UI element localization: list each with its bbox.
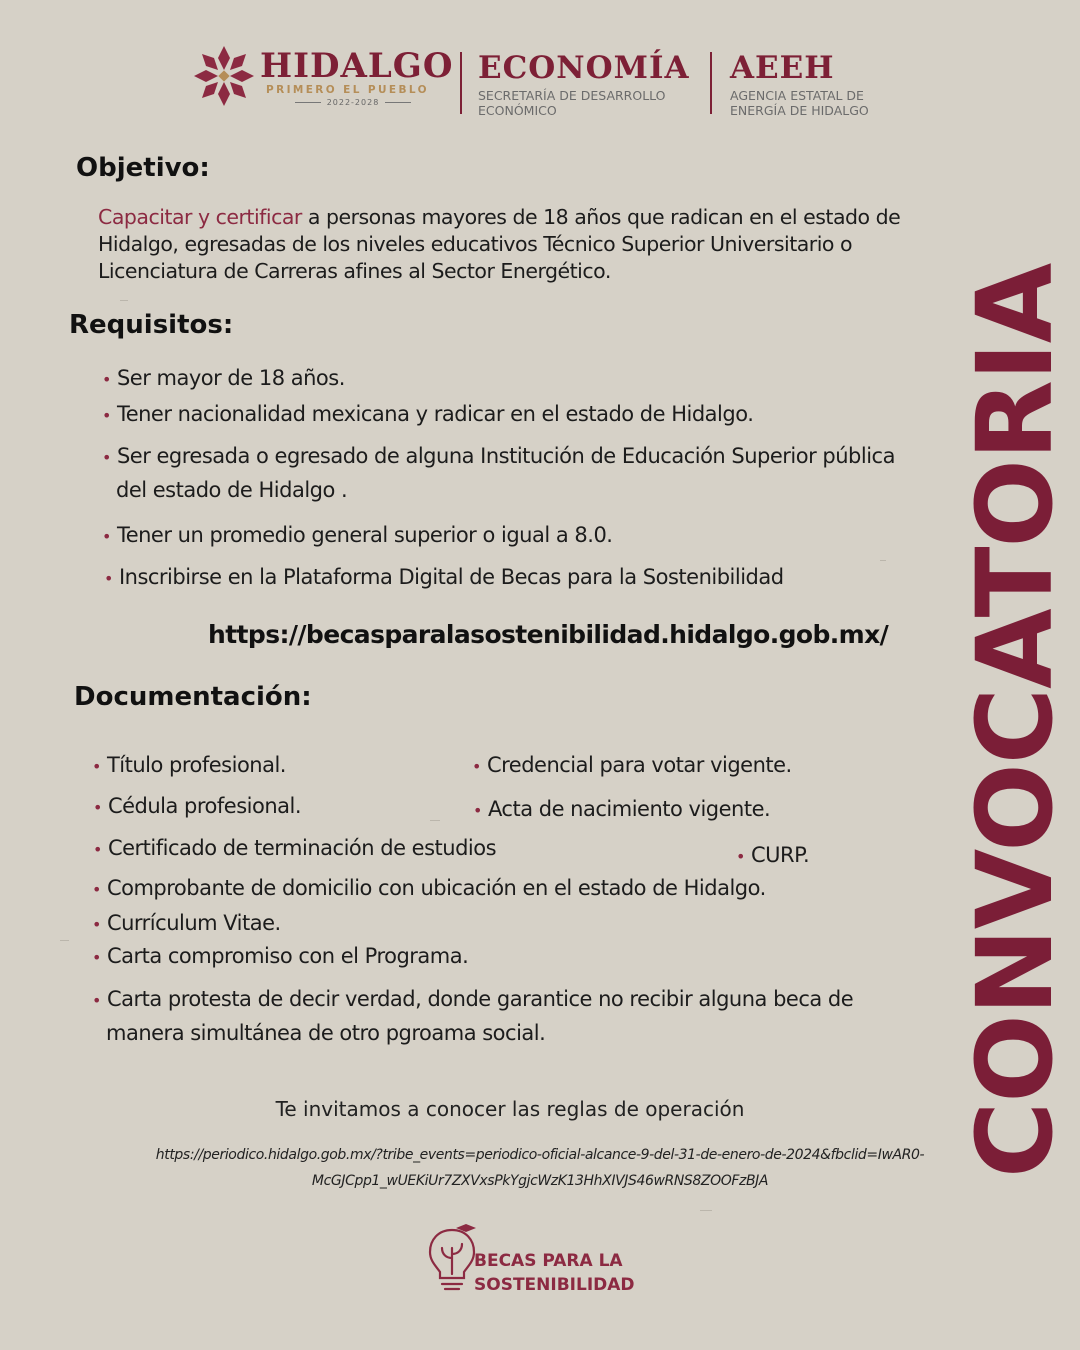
bullet-icon: • [473, 801, 482, 820]
bullet-icon: • [102, 406, 111, 425]
paper-texture [700, 1210, 712, 1211]
documento-item [473, 797, 770, 821]
documento-text: Título profesional. [106, 753, 286, 777]
becas-line-1: BECAS PARA LA [474, 1251, 623, 1271]
becas-lightbulb-logo-icon [426, 1224, 478, 1292]
bullet-icon: • [472, 757, 481, 776]
documento-text: Acta de nacimiento vigente. [487, 797, 771, 821]
bullet-icon: • [93, 840, 102, 859]
objetivo-highlight: Capacitar y certificar [98, 205, 302, 229]
requisito-item [102, 402, 753, 426]
bullet-icon: • [102, 448, 111, 467]
economia-line-2: ECONÓMICO [478, 103, 557, 118]
documento-item [472, 753, 792, 777]
hidalgo-title: HIDALGO [260, 46, 454, 86]
economia-line-1: SECRETARÍA DE DESARROLLO [478, 88, 666, 103]
documento-item [92, 983, 926, 1049]
requisito-item [102, 366, 345, 390]
documento-text: CURP. [750, 843, 810, 867]
documento-text: Currículum Vitae. [106, 911, 281, 935]
documento-item [93, 794, 301, 818]
hidalgo-slogan: PRIMERO EL PUEBLO [266, 84, 429, 96]
paper-texture [120, 300, 128, 301]
requisito-text: Ser egresada o egresado de alguna Institución de Educación Superior pública del estado de Hidalgo . [116, 444, 895, 502]
header-divider [460, 52, 462, 114]
header-divider [710, 52, 712, 114]
paper-texture [60, 940, 69, 941]
requisito-item [102, 523, 612, 547]
documento-text: Certificado de terminación de estudios [107, 836, 497, 860]
reglas-operacion-link[interactable]: https://periodico.hidalgo.gob.mx/?tribe_events=periodico-oficial-alcance-9-del-31-de-enero-de-2024&fbclid=IwAR0-McGJCpp1_wUEKiUr7ZXVxsPkYgjcWzK13HhXIVJS46wRNS8ZOOFzBJA [155, 1147, 925, 1189]
bullet-icon: • [92, 757, 101, 776]
economia-title: ECONOMÍA [478, 50, 690, 86]
objetivo-heading: Objetivo: [76, 153, 210, 183]
paper-texture [430, 820, 440, 821]
hidalgo-years: 2022-2028 [264, 98, 442, 107]
aeeh-line-2: ENERGÍA DE HIDALGO [730, 103, 869, 118]
convocatoria-vertical-title: CONVOCATORIA [954, 263, 1076, 1178]
reglas-invitation: Te invitamos a conocer las reglas de operación [275, 1097, 745, 1121]
documentacion-heading: Documentación: [74, 682, 312, 712]
documento-item [92, 911, 281, 935]
bullet-icon: • [92, 880, 101, 899]
documento-text: Carta protesta de decir verdad, donde garantice no recibir alguna beca de manera simultánea de otro pgroama social. [106, 987, 854, 1045]
bullet-icon: • [102, 527, 111, 546]
becas-line-2: SOSTENIBILIDAD [474, 1275, 635, 1295]
objetivo-body: a personas mayores de 18 años que radican en el estado de Hidalgo, egresadas de los niveles educativos Técnico Superior Universitario o Licenciatura de Carreras afines al Sector Energético. [98, 205, 901, 283]
becas-platform-link[interactable]: https://becasparalasostenibilidad.hidalgo.gob.mx/ [208, 620, 889, 649]
hidalgo-star-logo-icon [192, 44, 256, 108]
requisito-item [104, 565, 784, 589]
documento-item [93, 836, 496, 860]
requisitos-heading: Requisitos: [69, 310, 234, 340]
requisito-text: Ser mayor de 18 años. [116, 366, 345, 390]
requisito-text: Tener un promedio general superior o igual a 8.0. [116, 523, 613, 547]
documento-text: Comprobante de domicilio con ubicación en el estado de Hidalgo. [106, 876, 766, 900]
bullet-icon: • [92, 915, 101, 934]
bullet-icon: • [92, 991, 101, 1010]
aeeh-subtitle [730, 88, 910, 118]
documento-item [92, 876, 766, 900]
objetivo-text [98, 204, 958, 285]
becas-program-name [474, 1249, 635, 1297]
paper-texture [880, 560, 886, 561]
aeeh-line-1: AGENCIA ESTATAL DE [730, 88, 864, 103]
bullet-icon: • [92, 948, 101, 967]
documento-item [92, 753, 286, 777]
bullet-icon: • [736, 847, 745, 866]
requisito-text: Inscribirse en la Plataforma Digital de Becas para la Sostenibilidad [118, 565, 784, 589]
requisito-item [102, 440, 906, 506]
documento-text: Carta compromiso con el Programa. [106, 944, 469, 968]
aeeh-title: AEEH [730, 50, 835, 86]
economia-subtitle [478, 88, 708, 118]
documento-text: Credencial para votar vigente. [486, 753, 792, 777]
documento-text: Cédula profesional. [107, 794, 302, 818]
bullet-icon: • [102, 370, 111, 389]
requisito-text: Tener nacionalidad mexicana y radicar en el estado de Hidalgo. [116, 402, 754, 426]
documento-item [92, 944, 468, 968]
bullet-icon: • [93, 798, 102, 817]
documento-item [736, 843, 809, 867]
bullet-icon: • [104, 569, 113, 588]
